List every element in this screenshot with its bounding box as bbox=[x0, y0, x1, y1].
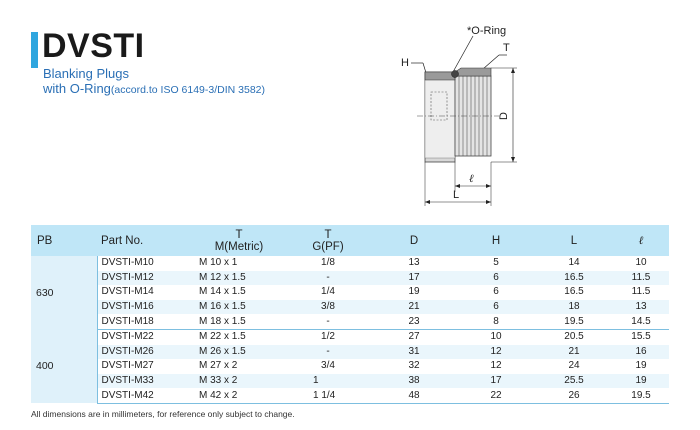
part-no: DVSTI-M12 bbox=[97, 271, 193, 286]
d-label: D bbox=[498, 112, 510, 120]
l-value: 20.5 bbox=[564, 331, 584, 343]
col-t-pf bbox=[285, 225, 371, 256]
t-metric: M 10 x 1 bbox=[199, 257, 238, 269]
t-pf: - bbox=[285, 314, 371, 329]
table-row bbox=[31, 256, 669, 271]
col-part-no: Part No. bbox=[97, 225, 193, 256]
l-value: 16.5 bbox=[535, 271, 613, 286]
part-no: DVSTI-M18 bbox=[97, 314, 193, 329]
d-value: 23 bbox=[371, 314, 457, 329]
t-pf: 3/4 bbox=[321, 360, 335, 372]
part-no: DVSTI-M42 bbox=[97, 388, 193, 403]
t-metric: M 26 x 1.5 bbox=[193, 345, 285, 360]
part-no: DVSTI-M26 bbox=[97, 345, 193, 360]
h-value: 12 bbox=[490, 360, 502, 372]
l-small-value: 11.5 bbox=[631, 286, 651, 298]
col-d: D bbox=[371, 225, 457, 256]
h-value: 8 bbox=[457, 314, 535, 329]
col-t-pf-line1: T bbox=[324, 228, 332, 241]
t-metric: M 42 x 2 bbox=[193, 388, 285, 403]
t-metric: M 22 x 1.5 bbox=[199, 331, 246, 343]
t-pf: - bbox=[285, 271, 371, 286]
l-small-value: 11.5 bbox=[613, 271, 669, 286]
col-pb: PB bbox=[31, 225, 97, 256]
t-metric: M 16 x 1.5 bbox=[193, 300, 285, 315]
table-row bbox=[31, 285, 669, 300]
l-small-value: 13 bbox=[613, 300, 669, 315]
h-value: 5 bbox=[493, 257, 499, 269]
h-value: 6 bbox=[493, 286, 499, 298]
l-value: 14 bbox=[568, 257, 580, 269]
l-small-value: 15.5 bbox=[631, 331, 651, 343]
spec-table bbox=[31, 225, 669, 404]
d-value: 48 bbox=[371, 388, 457, 403]
blanking-plug-drawing bbox=[395, 14, 545, 214]
h-value: 22 bbox=[457, 388, 535, 403]
col-t-metric bbox=[193, 225, 285, 256]
t-pf: 1/8 bbox=[321, 257, 335, 269]
pb-value: 400 bbox=[31, 329, 97, 403]
col-l: L bbox=[535, 225, 613, 256]
l-small-value: 16 bbox=[613, 345, 669, 360]
part-no: DVSTI-M33 bbox=[97, 374, 193, 389]
l-small-value: 19 bbox=[613, 374, 669, 389]
t-pf: - bbox=[285, 345, 371, 360]
table-row bbox=[31, 300, 669, 315]
table-header-row bbox=[31, 225, 669, 256]
col-t-metric-line1: T bbox=[235, 228, 243, 241]
col-h: H bbox=[457, 225, 535, 256]
t-metric: M 14 x 1.5 bbox=[199, 286, 246, 298]
t-metric: M 27 x 2 bbox=[199, 360, 238, 372]
l-value: 25.5 bbox=[535, 374, 613, 389]
table-row bbox=[31, 345, 669, 360]
l-small-value: 19.5 bbox=[613, 388, 669, 403]
d-value: 38 bbox=[371, 374, 457, 389]
pb-value: 630 bbox=[31, 256, 97, 329]
t-pf: 1/2 bbox=[321, 331, 335, 343]
l-small-value: 14.5 bbox=[613, 314, 669, 329]
part-no: DVSTI-M27 bbox=[97, 359, 193, 374]
product-subtitle: Blanking Plugs bbox=[43, 66, 129, 81]
h-value: 17 bbox=[457, 374, 535, 389]
table-row bbox=[31, 359, 669, 374]
l-small-value: 19 bbox=[635, 360, 647, 372]
d-value: 32 bbox=[408, 360, 420, 372]
d-value: 31 bbox=[371, 345, 457, 360]
col-t-pf-line2: G(PF) bbox=[312, 240, 344, 253]
t-pf: 1 1/4 bbox=[285, 388, 371, 403]
oring-label: *O-Ring bbox=[467, 25, 507, 37]
d-value: 17 bbox=[371, 271, 457, 286]
l-value: 19.5 bbox=[535, 314, 613, 329]
part-no: DVSTI-M22 bbox=[97, 329, 193, 344]
col-t-metric-line2: M(Metric) bbox=[214, 240, 264, 253]
l-value: 18 bbox=[535, 300, 613, 315]
h-value: 10 bbox=[490, 331, 502, 343]
t-pf: 1/4 bbox=[321, 286, 335, 298]
subtitle-standard: (accord.to ISO 6149-3/DIN 3582) bbox=[110, 84, 265, 96]
t-metric: M 18 x 1.5 bbox=[193, 314, 285, 329]
d-value: 27 bbox=[408, 331, 420, 343]
h-value: 12 bbox=[457, 345, 535, 360]
d-value: 13 bbox=[408, 257, 420, 269]
h-value: 6 bbox=[457, 271, 535, 286]
table-row bbox=[31, 314, 669, 329]
part-no: DVSTI-M14 bbox=[97, 285, 193, 300]
l-label: L bbox=[453, 189, 460, 201]
t-metric: M 12 x 1.5 bbox=[193, 271, 285, 286]
table-row bbox=[31, 374, 669, 389]
footnote: All dimensions are in millimeters, for reference only subject to change. bbox=[31, 409, 295, 419]
part-no: DVSTI-M10 bbox=[97, 256, 193, 271]
l-value: 21 bbox=[535, 345, 613, 360]
l-small-value: 10 bbox=[635, 257, 647, 269]
product-title: DVSTI bbox=[42, 27, 145, 65]
title-accent-bar bbox=[31, 32, 38, 68]
table-row bbox=[31, 271, 669, 286]
d-value: 21 bbox=[371, 300, 457, 315]
l-value: 24 bbox=[568, 360, 580, 372]
h-value: 6 bbox=[457, 300, 535, 315]
t-pf: 3/8 bbox=[285, 300, 371, 315]
t-metric: M 33 x 2 bbox=[193, 374, 285, 389]
l-value: 16.5 bbox=[564, 286, 584, 298]
col-l-small: ℓ bbox=[613, 225, 669, 256]
t-label: T bbox=[503, 42, 510, 54]
l-value: 26 bbox=[535, 388, 613, 403]
subtitle-main: with O-Ring bbox=[43, 81, 111, 96]
product-subtitle-standard bbox=[43, 81, 265, 98]
table-row bbox=[31, 329, 669, 344]
h-label: H bbox=[401, 57, 409, 69]
l-small-label: ℓ bbox=[469, 173, 474, 185]
d-value: 19 bbox=[408, 286, 420, 298]
part-no: DVSTI-M16 bbox=[97, 300, 193, 315]
table-row bbox=[31, 388, 669, 403]
t-pf: 1 bbox=[285, 374, 371, 389]
